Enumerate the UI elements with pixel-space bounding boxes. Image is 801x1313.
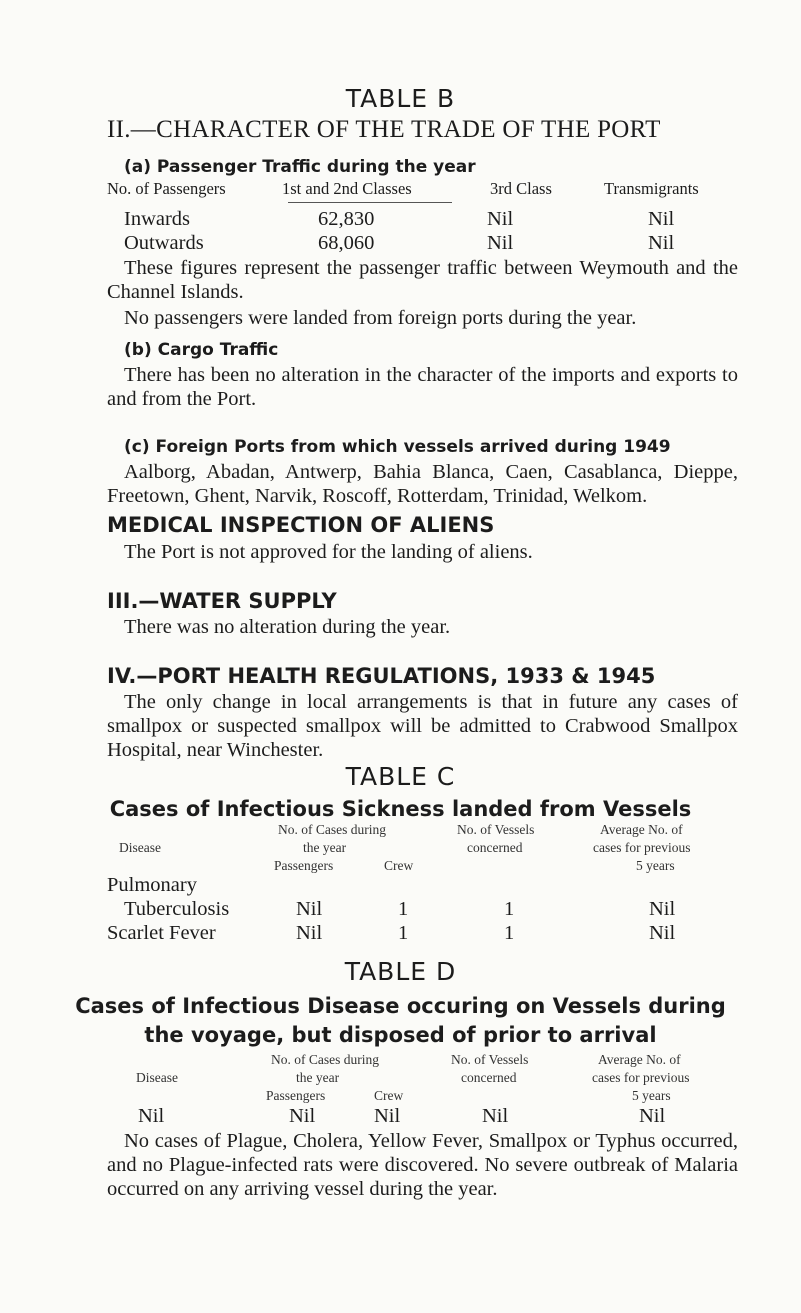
table-c-row2-crew: 1 (398, 922, 409, 944)
table-d-title: TABLE D (344, 957, 457, 986)
table-c-hdr-disease: Disease (119, 840, 161, 855)
row-inwards-transmigrants: Nil (648, 208, 675, 230)
table-c-hdr-vessels-2: concerned (467, 840, 523, 855)
table-c-row2-passengers: Nil (296, 922, 323, 944)
medical-text: The Port is not approved for the landing of aliens. (124, 541, 533, 563)
table-d-average: Nil (639, 1105, 666, 1127)
row-outwards-label: Outwards (124, 232, 204, 254)
foreign-ports-note: No passengers were landed from foreign ports during the year. (124, 307, 637, 329)
col-transmigrants: Transmigrants (604, 179, 699, 198)
table-c-row2-disease: Scarlet Fever (107, 922, 216, 944)
table-c-row2-vessels: 1 (504, 922, 515, 944)
medical-heading: MEDICAL INSPECTION OF ALIENS (107, 513, 495, 537)
foreign-ports-heading: (c) Foreign Ports from which vessels arrived during 1949 (124, 437, 671, 457)
table-c-row2-average: Nil (649, 922, 676, 944)
table-c-hdr-crew: Crew (384, 858, 414, 873)
table-c-caption: Cases of Infectious Sickness landed from Vessels (109, 797, 692, 821)
table-c-hdr-vessels-1: No. of Vessels (457, 822, 535, 837)
table-d-crew: Nil (374, 1105, 401, 1127)
table-d-caption-1: Cases of Infectious Disease occuring on Vessels during (75, 994, 726, 1018)
table-d-hdr-crew: Crew (374, 1088, 404, 1103)
table-d-hdr-cases-2: the year (296, 1070, 340, 1085)
table-c-row1-passengers: Nil (296, 898, 323, 920)
table-c-hdr-avg-2: cases for previous (593, 840, 691, 855)
table-c-hdr-passengers: Passengers (274, 858, 334, 873)
water-text: There was no alteration during the year. (124, 616, 451, 638)
table-d-hdr-disease: Disease (136, 1070, 178, 1085)
row-inwards-label: Inwards (124, 208, 191, 230)
table-d-vessels: Nil (482, 1105, 509, 1127)
table-d-hdr-avg-3: 5 years (632, 1088, 671, 1103)
table-c-hdr-avg-1: Average No. of (600, 822, 683, 837)
column-brace (288, 202, 452, 203)
cargo-traffic-text: There has been no alteration in the character of the imports and exports to and from the Port. (107, 364, 738, 410)
table-c-hdr-cases-2: the year (303, 840, 347, 855)
table-c-row1-vessels: 1 (504, 898, 515, 920)
row-outwards-transmigrants: Nil (648, 232, 675, 254)
passenger-note: These figures represent the passenger traffic between Weymouth and the Channel Islands. (107, 257, 738, 303)
col-first-second-class: 1st and 2nd Classes (282, 179, 412, 198)
table-d-hdr-avg-2: cases for previous (592, 1070, 690, 1085)
table-d-passengers: Nil (289, 1105, 316, 1127)
closing-text: No cases of Plague, Cholera, Yellow Fever, Smallpox or Typhus occurred, and no Plague-infected rats were discovered. No severe outbreak of Malaria occurred on any arriving vessel during the year. (107, 1130, 738, 1200)
table-d-hdr-vessels-1: No. of Vessels (451, 1052, 529, 1067)
table-c-hdr-avg-3: 5 years (636, 858, 675, 873)
table-c-title: TABLE C (345, 762, 456, 791)
regulations-text: The only change in local arrangements is that in future any cases of smallpox or suspected smallpox will be admitted to Crabwood Smallpox Hospital, near Winchester. (107, 691, 738, 761)
table-c-row1-average: Nil (649, 898, 676, 920)
table-c-row1-disease-1: Pulmonary (107, 874, 197, 896)
col-no-of-passengers: No. of Passengers (107, 179, 226, 198)
table-d-hdr-passengers: Passengers (266, 1088, 326, 1103)
row-outwards-third: Nil (487, 232, 514, 254)
table-d-hdr-avg-1: Average No. of (598, 1052, 681, 1067)
table-b-title: TABLE B (345, 84, 456, 113)
cargo-traffic-heading: (b) Cargo Traffic (124, 340, 279, 360)
table-d-hdr-cases-1: No. of Cases during (271, 1052, 379, 1067)
table-d-hdr-vessels-2: concerned (461, 1070, 517, 1085)
water-heading: III.—WATER SUPPLY (107, 589, 337, 613)
table-d-caption-2: the voyage, but disposed of prior to arrival (144, 1023, 657, 1047)
table-c-row1-disease-2: Tuberculosis (124, 898, 230, 920)
row-inwards-first-second: 62,830 (318, 208, 375, 230)
table-c-hdr-cases-1: No. of Cases during (278, 822, 386, 837)
section-ii-heading: II.—CHARACTER OF THE TRADE OF THE PORT (107, 116, 661, 143)
row-outwards-first-second: 68,060 (318, 232, 375, 254)
passenger-traffic-heading: (a) Passenger Traffic during the year (124, 157, 476, 177)
foreign-ports-list: Aalborg, Abadan, Antwerp, Bahia Blanca, Caen, Casablanca, Dieppe, Freetown, Ghent, Narvik, Roscoff, Rotterdam, Trinidad, Welkom. (107, 461, 738, 507)
table-d-disease: Nil (138, 1105, 165, 1127)
col-third-class: 3rd Class (490, 179, 552, 198)
row-inwards-third: Nil (487, 208, 514, 230)
table-c-row1-crew: 1 (398, 898, 409, 920)
regulations-heading: IV.—PORT HEALTH REGULATIONS, 1933 & 1945 (107, 664, 656, 688)
